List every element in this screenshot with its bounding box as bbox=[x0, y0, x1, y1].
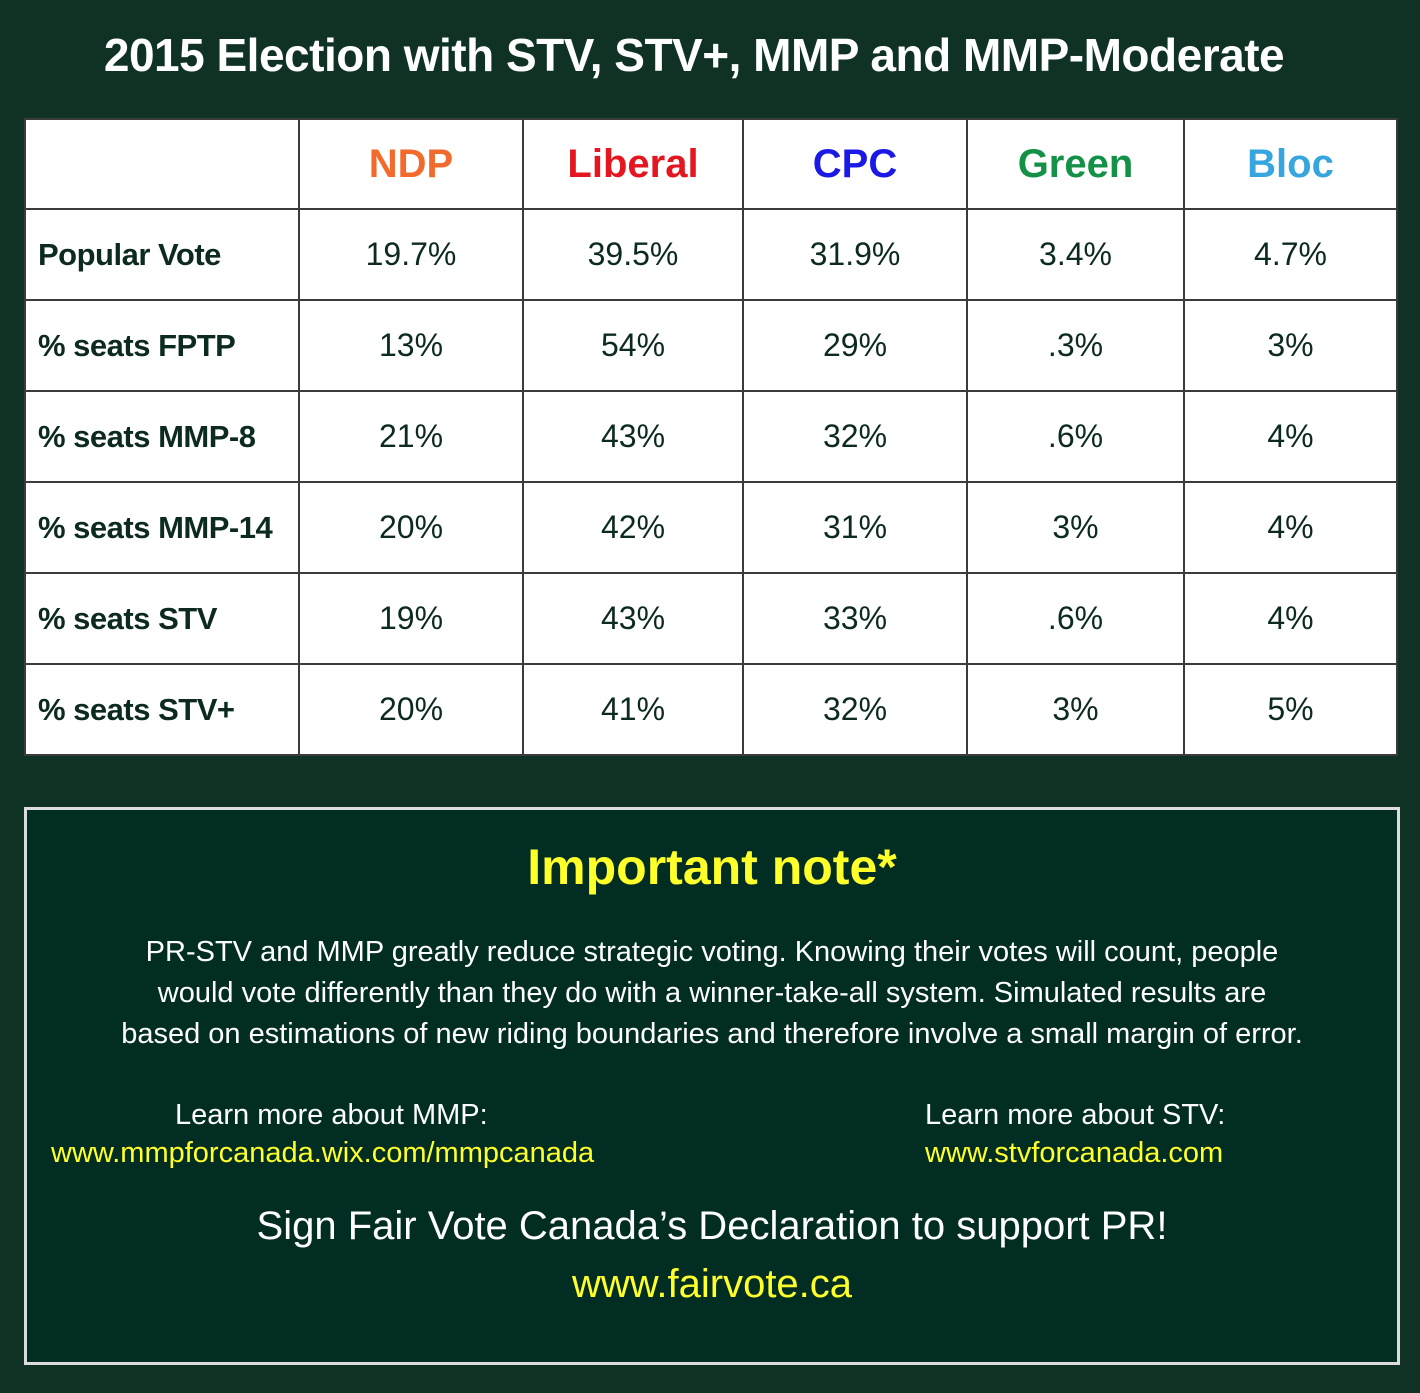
table-cell: 33% bbox=[743, 573, 967, 664]
table-cell: 39.5% bbox=[523, 209, 743, 300]
row-label: % seats STV+ bbox=[25, 664, 299, 755]
table-cell: 5% bbox=[1184, 664, 1397, 755]
table-row bbox=[25, 209, 1397, 300]
learn-more-stv bbox=[925, 1096, 1375, 1172]
important-note-box bbox=[24, 807, 1400, 1365]
table-cell: 4% bbox=[1184, 482, 1397, 573]
header-empty-cell bbox=[25, 119, 299, 209]
table-cell: 4% bbox=[1184, 573, 1397, 664]
table-cell: 43% bbox=[523, 391, 743, 482]
table-cell: 32% bbox=[743, 664, 967, 755]
page-title: 2015 Election with STV, STV+, MMP and MMP-Moderate bbox=[103, 29, 1285, 81]
learn-more-mmp bbox=[51, 1096, 671, 1172]
table-cell: 4% bbox=[1184, 391, 1397, 482]
learn-stv-label: Learn more about STV: bbox=[925, 1099, 1226, 1131]
row-label: % seats MMP-14 bbox=[25, 482, 299, 573]
note-body-line: PR-STV and MMP greatly reduce strategic voting. Knowing their votes will count, people bbox=[145, 936, 1279, 968]
party-header-bloc: Bloc bbox=[1184, 119, 1397, 209]
party-header-green: Green bbox=[967, 119, 1184, 209]
table-cell: 54% bbox=[523, 300, 743, 391]
table-cell: 43% bbox=[523, 573, 743, 664]
table-cell: 13% bbox=[299, 300, 523, 391]
sign-declaration-text: Sign Fair Vote Canada’s Declaration to support PR! bbox=[256, 1204, 1168, 1248]
table-row bbox=[25, 482, 1397, 573]
table-row bbox=[25, 391, 1397, 482]
table-cell: 29% bbox=[743, 300, 967, 391]
table-cell: .6% bbox=[967, 573, 1184, 664]
fairvote-link[interactable]: www.fairvote.ca bbox=[571, 1262, 853, 1306]
note-body bbox=[37, 932, 1387, 1055]
table-cell: 3% bbox=[967, 482, 1184, 573]
table-cell: 31.9% bbox=[743, 209, 967, 300]
table-cell: 32% bbox=[743, 391, 967, 482]
note-body-line: would vote differently than they do with a winner-take-all system. Simulated results are bbox=[157, 977, 1267, 1009]
table-cell: 21% bbox=[299, 391, 523, 482]
party-header-ndp: NDP bbox=[299, 119, 523, 209]
mmp-link[interactable]: www.mmpforcanada.wix.com/mmpcanada bbox=[51, 1137, 595, 1169]
learn-mmp-label: Learn more about MMP: bbox=[175, 1099, 488, 1131]
table-cell: 31% bbox=[743, 482, 967, 573]
row-label: % seats STV bbox=[25, 573, 299, 664]
table-cell: 20% bbox=[299, 482, 523, 573]
party-header-liberal: Liberal bbox=[523, 119, 743, 209]
table-cell: 3.4% bbox=[967, 209, 1184, 300]
results-table bbox=[24, 118, 1398, 756]
table-row bbox=[25, 573, 1397, 664]
table-cell: 4.7% bbox=[1184, 209, 1397, 300]
table-cell: .3% bbox=[967, 300, 1184, 391]
table-cell: 20% bbox=[299, 664, 523, 755]
table-cell: 42% bbox=[523, 482, 743, 573]
row-label: % seats MMP-8 bbox=[25, 391, 299, 482]
table-row bbox=[25, 664, 1397, 755]
row-label: % seats FPTP bbox=[25, 300, 299, 391]
table-cell: 41% bbox=[523, 664, 743, 755]
table-cell: 3% bbox=[1184, 300, 1397, 391]
note-heading: Important note* bbox=[527, 839, 897, 895]
table-cell: 19.7% bbox=[299, 209, 523, 300]
note-body-line: based on estimations of new riding boundaries and therefore involve a small margin of error. bbox=[121, 1018, 1303, 1050]
table-row bbox=[25, 300, 1397, 391]
table-cell: 3% bbox=[967, 664, 1184, 755]
stv-link[interactable]: www.stvforcanada.com bbox=[925, 1137, 1224, 1169]
table-cell: 19% bbox=[299, 573, 523, 664]
table-cell: .6% bbox=[967, 391, 1184, 482]
party-header-cpc: CPC bbox=[743, 119, 967, 209]
table-header-row bbox=[25, 119, 1397, 209]
row-label: Popular Vote bbox=[25, 209, 299, 300]
